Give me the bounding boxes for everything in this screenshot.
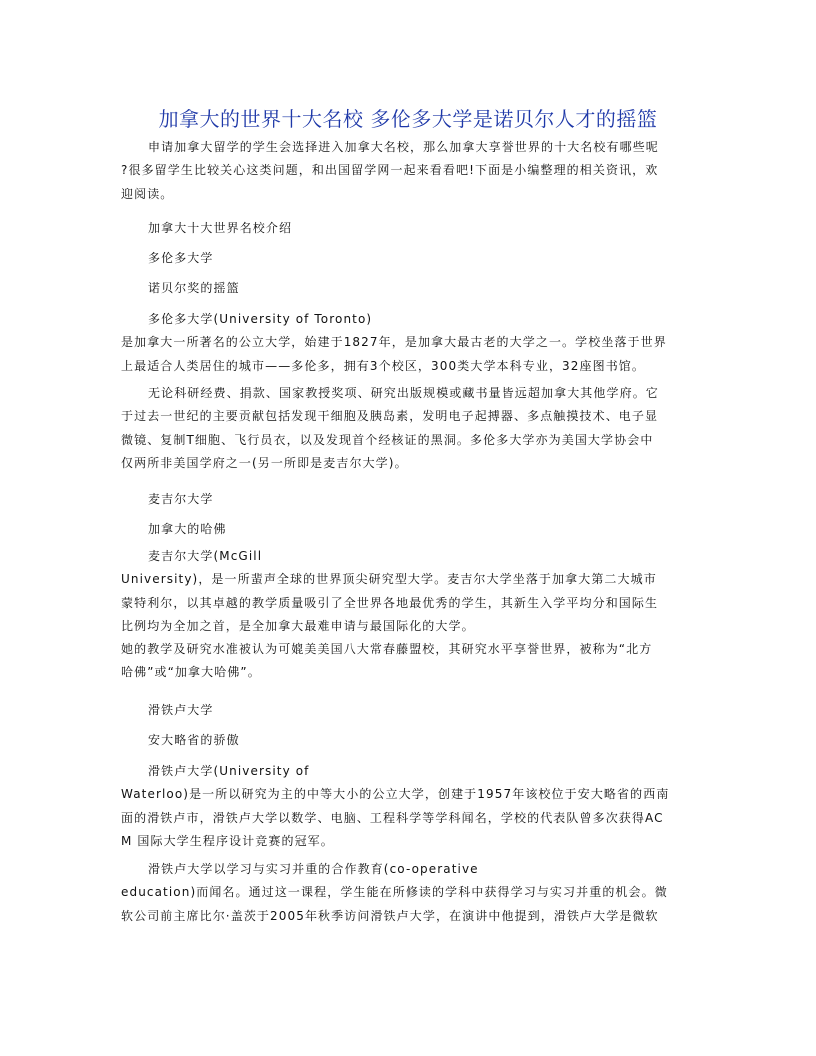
waterloo-desc-line: Waterloo)是一所以研究为主的中等大小的公立大学，创建于1957年该校位于安大略省的西南 — [121, 787, 670, 802]
uoft-description — [121, 308, 695, 378]
intro-line: ?很多留学生比较关心这类问题，和出国留学网一起来看看吧!下面是小编整理的相关资讯，欢 — [121, 163, 659, 178]
uoft-research-line: 于过去一世纪的主要贡献包括发现干细胞及胰岛素，发明电子起搏器、多点触摸技术、电子显 — [121, 409, 659, 424]
waterloo-description — [121, 760, 695, 853]
uoft-desc-line: 是加拿大一所著名的公立大学，始建于1827年，是加拿大最古老的大学之一。学校坐落于世界 — [121, 335, 667, 350]
mcgill-desc-line: 哈佛”或“加拿大哈佛”。 — [121, 665, 261, 680]
mcgill-name-en: 麦吉尔大学(McGill — [148, 549, 263, 563]
uoft-research-line: 微镜、复制T细胞、飞行员衣，以及发现首个经核证的黑洞。多伦多大学亦为美国大学协会中 — [121, 432, 654, 447]
mcgill-description — [121, 545, 695, 685]
intro-line: 迎阅读。 — [121, 186, 174, 201]
waterloo-subtitle: 安大略省的骄傲 — [148, 733, 240, 747]
mcgill-desc-line: 蒙特利尔，以其卓越的教学质量吸引了全世界各地最优秀的学生，其新生入学平均分和国际生 — [121, 595, 659, 610]
uoft-name: 多伦多大学 — [148, 251, 214, 265]
uoft-desc-line: 上最适合人类居住的城市——多伦多，拥有3个校区，300类大学本科专业，32座图书馆。 — [121, 358, 646, 373]
uoft-research-paragraph — [121, 382, 695, 475]
document-title: 加拿大的世界十大名校 多伦多大学是诺贝尔人才的摇篮 — [158, 107, 658, 131]
waterloo-coop-line: 滑铁卢大学以学习与实习并重的合作教育(co-operative — [148, 862, 479, 876]
waterloo-desc-line: M 国际大学生程序设计竞赛的冠军。 — [121, 833, 334, 848]
mcgill-subtitle: 加拿大的哈佛 — [148, 522, 227, 536]
uoft-research-line: 无论科研经费、捐款、国家教授奖项、研究出版规模或藏书量皆远超加拿大其他学府。它 — [148, 386, 659, 400]
mcgill-name: 麦吉尔大学 — [148, 492, 214, 506]
waterloo-coop-paragraph — [121, 858, 695, 928]
section-heading-intro: 加拿大十大世界名校介绍 — [148, 221, 293, 235]
mcgill-desc-line: 她的教学及研究水准被认为可媲美美国八大常春藤盟校，其研究水平享誉世界，被称为“北方 — [121, 642, 653, 657]
mcgill-desc-line: University)，是一所蜚声全球的世界顶尖研究型大学。麦吉尔大学坐落于加拿大第二大城市 — [121, 572, 657, 587]
waterloo-name-en: 滑铁卢大学(University of — [148, 764, 310, 778]
uoft-research-line: 仅两所非美国学府之一(另一所即是麦吉尔大学)。 — [121, 455, 408, 470]
mcgill-desc-line: 比例均为全加之首，是全加拿大最难申请与最国际化的大学。 — [121, 618, 475, 633]
waterloo-desc-line: 面的滑铁卢市，滑铁卢大学以数学、电脑、工程科学等学科闻名，学校的代表队曾多次获得AC — [121, 810, 664, 825]
waterloo-name: 滑铁卢大学 — [148, 703, 214, 717]
uoft-name-en: 多伦多大学(University of Toronto) — [148, 312, 373, 326]
intro-paragraph — [121, 136, 695, 206]
intro-line: 申请加拿大留学的学生会选择进入加拿大名校，那么加拿大享誉世界的十大名校有哪些呢 — [148, 140, 659, 154]
waterloo-coop-line: education)而闻名。通过这一课程，学生能在所修读的学科中获得学习与实习并重的机会。微 — [121, 885, 668, 900]
uoft-subtitle: 诺贝尔奖的摇篮 — [148, 281, 240, 295]
waterloo-coop-line: 软公司前主席比尔·盖茨于2005年秋季访问滑铁卢大学，在演讲中他提到，滑铁卢大学是微软 — [121, 908, 659, 923]
